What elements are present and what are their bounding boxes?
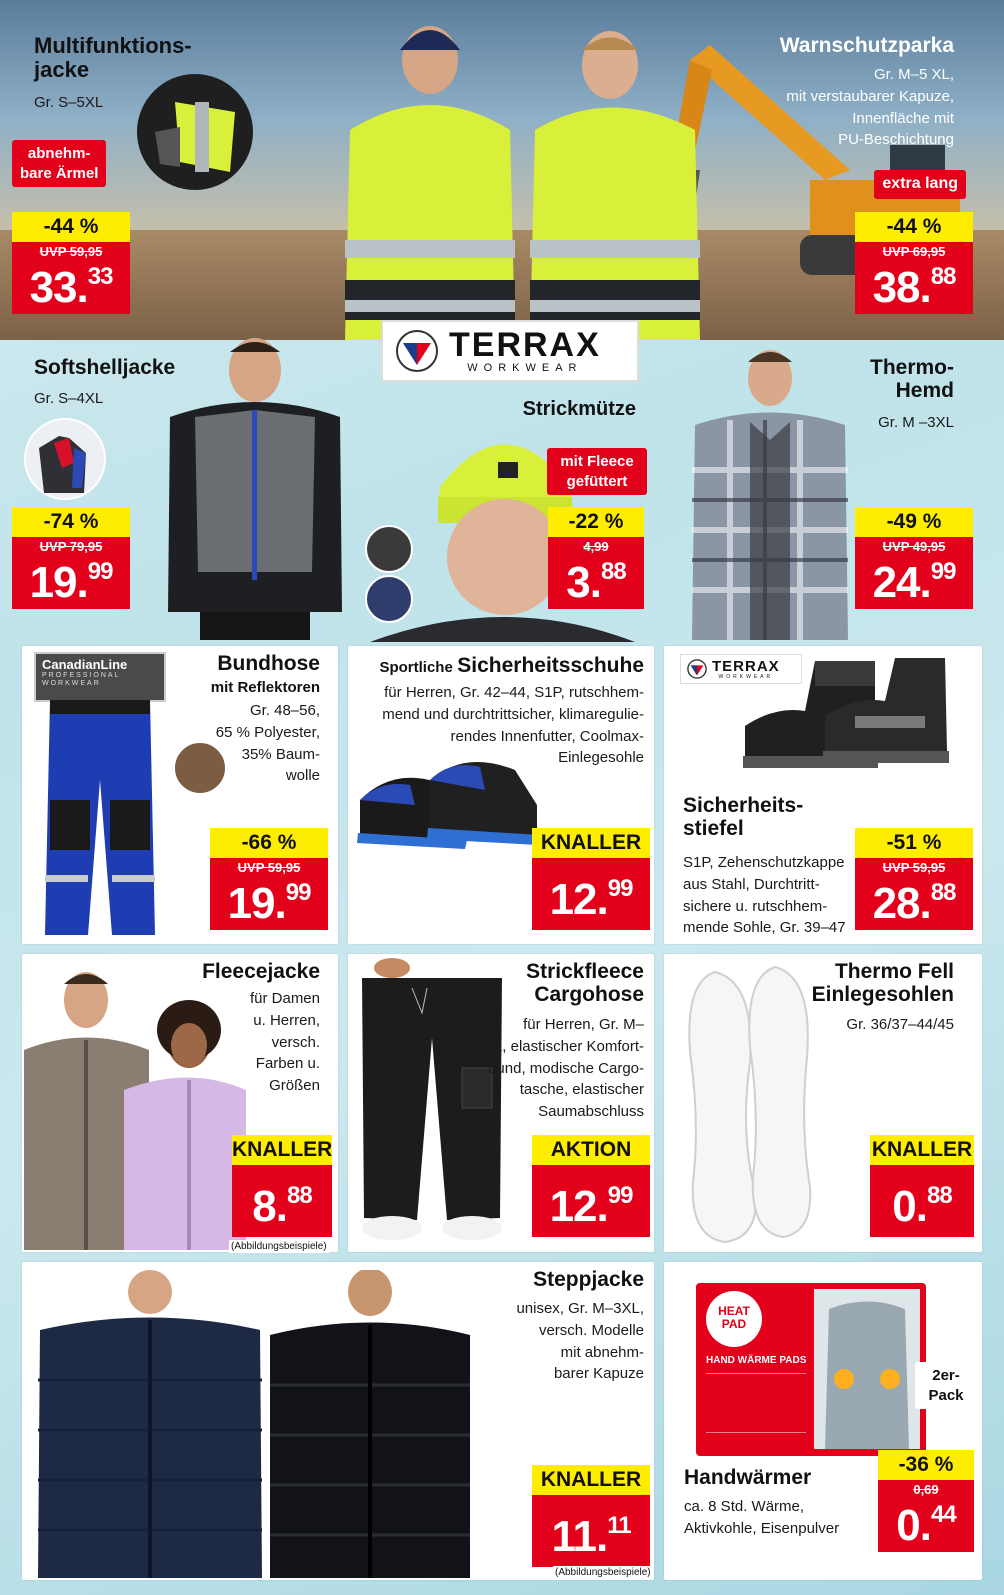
hand-desc: ca. 8 Std. Wärme, Aktivkohle, Eisenpulver — [684, 1498, 840, 1537]
muetze-badge: mit Fleece gefüttert — [547, 448, 647, 495]
bundhose-image — [40, 700, 160, 940]
price-sicherheitsstiefel — [855, 828, 973, 930]
softshell-title: Softshelljacke — [34, 356, 176, 379]
discount-label: -44 % — [855, 212, 973, 242]
heatpad-jacket-image — [814, 1289, 920, 1449]
cargo-title: Strickfleece Cargohose — [526, 960, 644, 1007]
price-body — [855, 858, 973, 930]
worker-right-image — [520, 10, 710, 340]
price-value: 11.11 — [551, 1512, 631, 1561]
terrax-word: TERRAX — [449, 326, 601, 364]
price-body — [548, 537, 644, 609]
discount-label: -22 % — [548, 507, 644, 537]
cargo-desc: für Herren, Gr. M– XXL, elastischer Komfort- bund, modische Cargo- tasche, elastischer Saumabschluss — [473, 1016, 644, 1120]
price-value: 38.88 — [872, 263, 956, 312]
canadianline-logo — [34, 652, 166, 702]
price-value: 24.99 — [872, 558, 956, 607]
terrax-small-word: TERRAX — [712, 657, 780, 675]
schuhe-image — [355, 745, 540, 865]
muetze-color-swatches — [363, 525, 415, 625]
knaller-label: KNALLER — [532, 828, 650, 858]
bundhose-desc: Gr. 48–56, 65 % Polyester, 35% Baum- wolle — [215, 702, 320, 785]
price-body — [210, 858, 328, 930]
uvp-price: UVP 79,95 — [39, 539, 103, 554]
stiefel-image — [735, 656, 955, 786]
price-strickmuetze — [548, 507, 644, 609]
softshell-detail-image — [24, 418, 106, 500]
schuhe-title: Sicherheitsschuhe — [457, 654, 644, 677]
terrax-sub: WORKWEAR — [467, 362, 583, 374]
price-value: 8.88 — [252, 1182, 312, 1231]
uvp-price: 4,99 — [583, 539, 609, 554]
stiefel-title: Sicherheits- stiefel — [683, 794, 804, 841]
uvp-price: UVP 69,95 — [882, 244, 946, 259]
terrax-logo — [381, 320, 639, 382]
price-body — [532, 858, 650, 930]
knaller-label: KNALLER — [870, 1135, 974, 1165]
heatpad-text-lines — [706, 1373, 806, 1433]
muetze-title: Strickmütze — [522, 398, 636, 420]
price-body — [855, 242, 973, 314]
price-body — [12, 537, 130, 609]
worker-left-image — [330, 10, 520, 340]
uvp-price: UVP 59,95 — [882, 860, 946, 875]
price-value: 28.88 — [872, 879, 956, 928]
knaller-label: KNALLER — [532, 1465, 650, 1495]
schuhe-desc: für Herren, Gr. 42–44, S1P, rutschhem- mend und durchtrittsicher, klimaregulie- rendes Innenfutter, Coolmax- Einlegesohle — [382, 684, 644, 767]
einlegesohlen-image — [675, 962, 815, 1252]
discount-label: -66 % — [210, 828, 328, 858]
stiefel-desc: S1P, Zehenschutzkappe aus Stahl, Durchtritt- sichere u. rutschhem- mende Sohle, Gr. 39–47 — [683, 854, 846, 937]
uvp-price: 0,69 — [913, 1482, 939, 1497]
heatpad-package — [696, 1283, 926, 1456]
sleeve-detail-image — [135, 72, 255, 192]
terrax-emblem-icon — [395, 329, 439, 373]
schuhe-pre: Sportliche — [379, 659, 453, 676]
canadianline-word: CanadianLine — [42, 657, 128, 672]
discount-label: -44 % — [12, 212, 130, 242]
stepp-note: (Abbildungsbeispiele) — [555, 1567, 651, 1578]
price-value: 19.99 — [29, 558, 113, 607]
price-value: 0.88 — [892, 1182, 952, 1231]
price-value: 0.44 — [896, 1501, 956, 1550]
price-handwaermer — [878, 1450, 974, 1552]
fleece-note: (Abbildungsbeispiele) — [231, 1241, 327, 1252]
price-bundhose — [210, 828, 328, 930]
price-value: 12.99 — [549, 1182, 633, 1231]
price-body — [878, 1480, 974, 1552]
schuhe-heading — [379, 654, 644, 677]
stepp-title: Steppjacke — [533, 1268, 644, 1291]
hand-title: Handwärmer — [684, 1466, 812, 1489]
discount-label: -36 % — [878, 1450, 974, 1480]
price-body — [532, 1495, 650, 1567]
knaller-label: KNALLER — [232, 1135, 332, 1165]
sohlen-size: Gr. 36/37–44/45 — [846, 1016, 954, 1033]
heatpad-brand: HEAT PAD — [706, 1291, 762, 1347]
bundhose-subtitle: mit Reflektoren — [210, 679, 320, 696]
price-body — [532, 1165, 650, 1237]
discount-label: -51 % — [855, 828, 973, 858]
hero-left-title: Multifunktions- jacke — [34, 33, 192, 83]
price-softshelljacke — [12, 507, 130, 609]
hero-left-size: Gr. S–5XL — [34, 94, 104, 111]
hero-right-desc: Gr. M–5 XL, mit verstaubarer Kapuze, Innenfläche mit PU-Beschichtung — [786, 66, 954, 149]
hemd-title: Thermo- Hemd — [870, 356, 954, 403]
discount-label: -49 % — [855, 507, 973, 537]
price-body — [12, 242, 130, 314]
uvp-price: UVP 59,95 — [237, 860, 301, 875]
hand-badge: 2er- Pack — [915, 1362, 977, 1409]
fleece-title: Fleecejacke — [202, 960, 320, 983]
price-steppjacke — [532, 1465, 650, 1567]
price-value: 3.88 — [566, 558, 626, 607]
canadianline-sub: PROFESSIONAL WORKWEAR — [42, 672, 121, 688]
bundhose-title: Bundhose — [217, 652, 320, 675]
price-body — [232, 1165, 332, 1237]
hemd-model-image — [690, 340, 850, 640]
price-body — [855, 537, 973, 609]
price-thermo-hemd — [855, 507, 973, 609]
price-multifunktionsjacke — [12, 212, 130, 314]
price-einlegesohlen — [870, 1135, 974, 1237]
price-warnschutzparka — [855, 212, 973, 314]
price-cargohose — [532, 1135, 650, 1237]
terrax-small-sub: WORKWEAR — [718, 673, 774, 680]
softshell-model-image — [160, 322, 350, 640]
fleece-models-image — [24, 960, 246, 1250]
sohlen-title: Thermo Fell Einlegesohlen — [811, 960, 954, 1007]
hemd-size: Gr. M –3XL — [878, 414, 954, 431]
hero-left-badge: abnehm- bare Ärmel — [12, 140, 106, 187]
price-fleecejacke — [232, 1135, 332, 1237]
uvp-price: UVP 59,95 — [39, 244, 103, 259]
price-value: 12.99 — [549, 875, 633, 924]
price-sicherheitsschuhe — [532, 828, 650, 930]
fleece-desc: für Damen u. Herren, versch. Farben u. Größen — [249, 990, 320, 1094]
stepp-desc: unisex, Gr. M–3XL, versch. Modelle mit abnehm- barer Kapuze — [516, 1300, 644, 1383]
price-value: 33.33 — [29, 263, 113, 312]
hero-right-title: Warnschutzparka — [779, 34, 954, 57]
steppjacke-models-image — [30, 1270, 470, 1578]
aktion-label: AKTION — [532, 1135, 650, 1165]
discount-label: -74 % — [12, 507, 130, 537]
price-body — [870, 1165, 974, 1237]
terrax-small-emblem-icon — [687, 659, 707, 679]
heatpad-pack-title: HAND WÄRME PADS — [706, 1355, 807, 1366]
uvp-price: UVP 49,95 — [882, 539, 946, 554]
softshell-size: Gr. S–4XL — [34, 390, 104, 407]
hero-right-badge: extra lang — [874, 170, 966, 199]
price-value: 19.99 — [227, 879, 311, 928]
